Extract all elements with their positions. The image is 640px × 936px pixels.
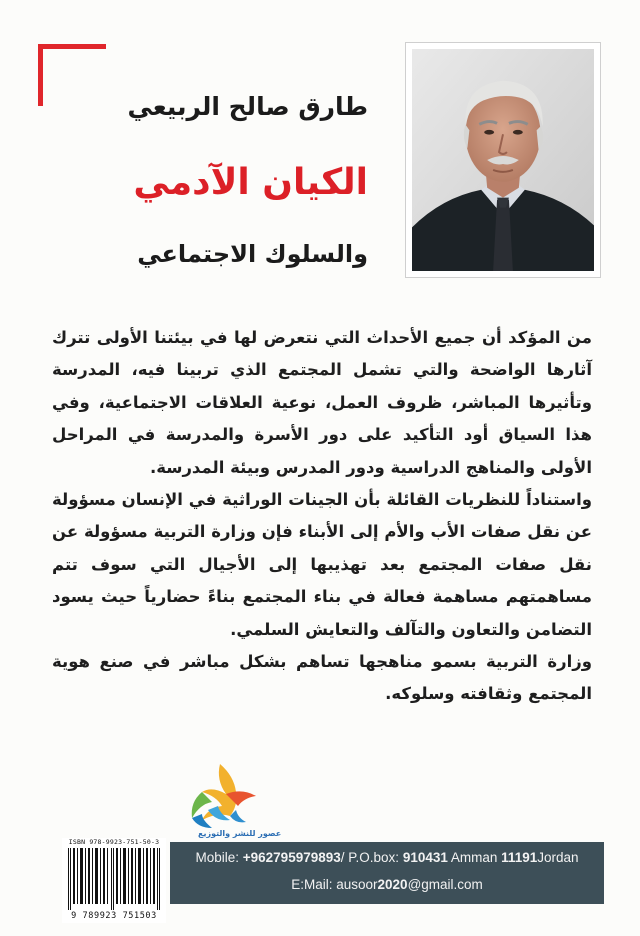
email-number: 2020 xyxy=(377,877,408,892)
isbn-label: ISBN 978-9923-751-50-3 xyxy=(68,838,160,846)
pobox-label: / P.O.box: xyxy=(340,850,400,865)
mobile-label: Mobile: xyxy=(195,850,239,865)
red-corner-bracket-vertical xyxy=(38,44,43,106)
blurb-text xyxy=(52,322,592,711)
email-label: E:Mail: xyxy=(291,877,333,892)
zip-code: 11191 xyxy=(501,850,538,865)
blurb-paragraph: من المؤكد أن جميع الأحداث التي نتعرض لها في بيئتنا الأولى تترك آثارها الواضحة والتي تشمل المجتمع الذي تربينا فيه، المدرسة وتأثيرها المباشر، ظروف العمل، نوعية العلاقات الاجتماعية، وفي هذا السياق أود التأكيد على دور الأسرة والمدرسة في المراحل الأولى والمناهج الدراسية ودور المدرس وبيئة المدرسة. xyxy=(52,328,592,477)
contact-email xyxy=(170,877,604,892)
author-photo xyxy=(412,49,594,271)
red-corner-bracket-horizontal xyxy=(38,44,106,49)
country: Jordan xyxy=(537,850,579,865)
author-name: طارق صالح الربيعي xyxy=(127,92,368,121)
blurb-paragraph: وزارة التربية بسمو مناهجها تساهم بشكل مباشر في صنع هوية المجتمع وثقافته وسلوكه. xyxy=(52,652,592,704)
blurb-paragraph: واستناداً للنظريات القائلة بأن الجينات الوراثية في الإنسان مسؤولة عن نقل صفات الأب والأم إلى الأبناء فإن وزارة التربية مسؤولة عن نقل صفات المجتمع بعد تهذيبها إلى الأجيال التي سوف تتم مساهمتهم مساهمة فعالة في بناء المجتمع بناءً حضارياً حيث يسود التضامن والتعاون والتآلف والتعايش السلمي. xyxy=(52,490,592,639)
contact-band xyxy=(170,842,604,904)
author-photo-frame xyxy=(405,42,601,278)
city: Amman xyxy=(450,850,498,865)
bird-logo-icon xyxy=(172,758,282,838)
mobile-number: +962795979893 xyxy=(242,850,341,865)
book-title: الكيان الآدمي xyxy=(133,162,368,203)
contact-phone-address xyxy=(170,850,604,865)
email-user: ausoor xyxy=(336,877,378,892)
email-domain: @gmail.com xyxy=(407,877,483,892)
barcode xyxy=(62,838,166,923)
barcode-number: 9 789923 751503 xyxy=(71,911,157,921)
publisher-name: عصور للنشر والتوزيع xyxy=(198,829,282,838)
barcode-bars xyxy=(64,848,164,910)
book-subtitle: والسلوك الاجتماعي xyxy=(137,240,368,268)
pobox-number: 910431 xyxy=(402,850,448,865)
